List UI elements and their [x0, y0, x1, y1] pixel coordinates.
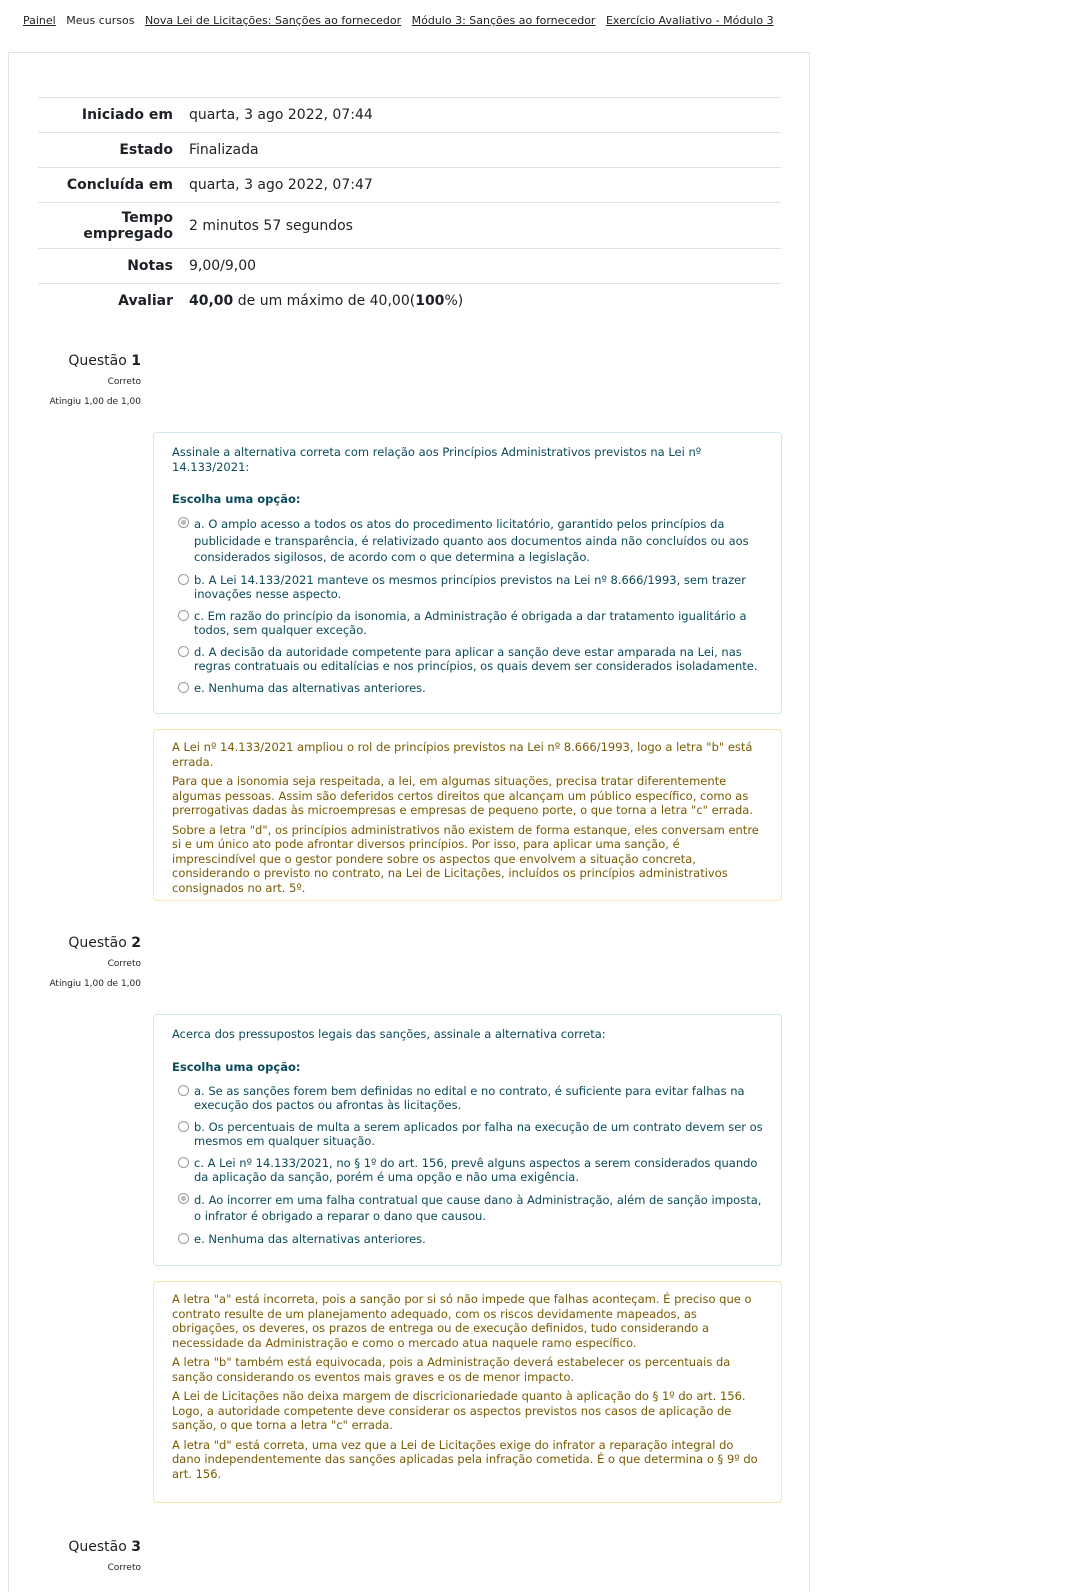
summary-label: Tempo empregado	[83, 209, 173, 242]
summary-value: quarta, 3 ago 2022, 07:47	[189, 177, 373, 193]
summary-label: Iniciado em	[81, 107, 173, 123]
summary-row-started	[38, 98, 781, 133]
question-label: Questão	[68, 935, 127, 951]
grade-score: 40,00	[189, 293, 234, 310]
radio-icon[interactable]	[178, 646, 189, 657]
option-label: e. Nenhuma das alternativas anteriores.	[194, 680, 426, 695]
answer-options	[172, 516, 763, 695]
radio-icon[interactable]	[178, 1157, 189, 1168]
feedback-paragraph: A letra "d" está correta, uma vez que a Lei de Licitações exige do infrator a reparação integral do dano independentemente das sanções aplicadas pela infração cometida. É o que determina o § 9º do art. 156.	[172, 1437, 758, 1481]
summary-value: Finalizada	[189, 142, 259, 158]
question-grade: Atingiu 1,00 de 1,00	[49, 979, 141, 989]
radio-icon[interactable]	[178, 1085, 189, 1096]
question-formulation	[153, 1014, 782, 1266]
option-label: d. Ao incorrer em uma falha contratual que cause dano à Administração, além de sanção imposta, o infrator é obrigado a reparar o dano que causou.	[194, 1192, 762, 1223]
question-number: 1	[131, 353, 141, 369]
option-label: e. Nenhuma das alternativas anteriores.	[194, 1231, 426, 1246]
option-label: c. A Lei nº 14.133/2021, no § 1º do art. 156, prevê alguns aspectos a serem considerados quando da aplicação da sanção, porém é uma opção e não uma exigência.	[194, 1155, 758, 1184]
question-info	[19, 1538, 141, 1574]
radio-icon[interactable]	[178, 682, 189, 693]
radio-checked-icon[interactable]	[178, 1193, 189, 1204]
feedback-paragraph: A letra "b" também está equivocada, pois a Administração deverá estabelecer os percentuais da sanção considerando os eventos mais graves e os de menor impacto.	[172, 1355, 731, 1384]
answer-option[interactable]	[172, 516, 763, 566]
summary-row-grade	[38, 284, 781, 319]
answer-option[interactable]	[172, 609, 763, 638]
radio-icon[interactable]	[178, 610, 189, 621]
breadcrumb-meus-cursos: Meus cursos	[66, 14, 135, 27]
grade-percent: 100	[415, 293, 445, 310]
answer-option[interactable]	[172, 1232, 763, 1247]
question-state: Correto	[107, 377, 141, 387]
summary-label: Concluída em	[66, 177, 173, 193]
answer-options	[172, 1084, 763, 1247]
summary-label: Avaliar	[118, 293, 173, 310]
grade-mid: de um máximo de 40,00(	[233, 293, 416, 310]
question-state: Correto	[107, 1563, 141, 1573]
question-number: 2	[131, 935, 141, 951]
summary-value: 2 minutos 57 segundos	[189, 217, 353, 234]
question-grade: Atingiu 1,00 de 1,00	[49, 397, 141, 407]
feedback-paragraph: A Lei de Licitações não deixa margem de discricionariedade quanto à aplicação do § 1º do art. 156. Logo, a autoridade competente deve considerar os aspectos previstos nos casos de aplicação de sanção, o que torna a letra "c" errada.	[172, 1389, 746, 1432]
feedback-paragraph: A Lei nº 14.133/2021 ampliou o rol de princípios previstos na Lei nº 8.666/1993, logo a letra "b" está errada.	[172, 740, 753, 769]
answer-option[interactable]	[172, 1192, 763, 1225]
answer-option[interactable]	[172, 1120, 763, 1149]
radio-icon[interactable]	[178, 1233, 189, 1244]
question-formulation	[153, 432, 782, 714]
feedback-paragraph: Para que a isonomia seja respeitada, a lei, em algumas situações, precisa tratar diferentemente algumas pessoas. Assim são deferidos certos direitos que alcançam um público específico, como as prerrogativas dadas às microempresas e empresas de pequeno porte, o que torna a letra "c" errada.	[172, 774, 753, 817]
question-label: Questão	[68, 1539, 127, 1555]
question-label: Questão	[68, 353, 127, 369]
breadcrumb-quiz[interactable]: Exercício Avaliativo - Módulo 3	[605, 14, 774, 27]
question-feedback	[153, 729, 782, 901]
summary-row-marks	[38, 249, 781, 284]
question-feedback	[153, 1281, 782, 1503]
summary-value	[181, 284, 781, 319]
question-state: Correto	[107, 959, 141, 969]
question-info	[19, 934, 141, 990]
summary-value: quarta, 3 ago 2022, 07:44	[189, 107, 373, 123]
summary-row-state	[38, 133, 781, 168]
summary-row-time	[38, 203, 781, 249]
choose-option-prompt: Escolha uma opção:	[172, 492, 301, 506]
question-text: Acerca dos pressupostos legais das sanções, assinale a alternativa correta:	[172, 1027, 606, 1041]
breadcrumb	[23, 14, 781, 27]
choose-option-prompt: Escolha uma opção:	[172, 1059, 301, 1074]
summary-label: Estado	[119, 142, 173, 158]
breadcrumb-course[interactable]: Nova Lei de Licitações: Sanções ao fornecedor	[144, 14, 402, 27]
answer-option[interactable]	[172, 1084, 763, 1113]
feedback-paragraph: Sobre a letra "d", os princípios administrativos não existem de forma estanque, eles conversam entre si e um único ato pode afrontar diversos princípios. Por isso, para aplicar uma sanção, é imprescindível que o gestor pondere sobre os aspectos que envolvem a situação concreta, considerando o previsto no contrato, na Lei de Licitações, incluídos os princípios administrativos consignados no art. 5º.	[172, 822, 759, 895]
radio-icon[interactable]	[178, 1121, 189, 1132]
attempt-summary-table	[38, 97, 781, 319]
answer-option[interactable]	[172, 1156, 763, 1185]
option-label: a. O amplo acesso a todos os atos do procedimento licitatório, garantido pelos princípios da publicidade e transparência, é relativizado quanto aos documentos ainda não concluídos ou aos considerados sigilosos, de acordo com o que determina a legislação.	[194, 517, 749, 564]
question-number: 3	[131, 1539, 141, 1555]
grade-end: %)	[444, 293, 464, 310]
feedback-paragraph: A letra "a" está incorreta, pois a sanção por si só não impede que falhas aconteçam. É preciso que o contrato resulte de um planejamento adequado, com os riscos devidamente mapeados, as obrigações, os deveres, os prazos de entrega ou de execução definidos, tudo considerando a necessidade da Administração e como o mercado atua naquele ramo específico.	[172, 1292, 752, 1350]
question-info	[19, 352, 141, 408]
option-label: d. A decisão da autoridade competente para aplicar a sanção deve estar amparada na Lei, nas regras contratuais ou editalícias e nos princípios, os quais devem ser considerados isoladamente.	[194, 644, 758, 673]
option-label: b. Os percentuais de multa a serem aplicados por falha na execução de um contrato devem ser os mesmos em qualquer situação.	[194, 1119, 763, 1148]
quiz-review-region	[8, 52, 810, 1592]
radio-icon[interactable]	[178, 574, 189, 585]
option-label: b. A Lei 14.133/2021 manteve os mesmos princípios previstos na Lei nº 8.666/1993, sem trazer inovações nesse aspecto.	[194, 572, 746, 601]
radio-checked-icon[interactable]	[178, 517, 189, 528]
answer-option[interactable]	[172, 645, 763, 674]
summary-label: Notas	[127, 258, 173, 274]
summary-value: 9,00/9,00	[189, 258, 257, 274]
question-text: Assinale a alternativa correta com relação aos Princípios Administrativos previstos na Lei nº 14.133/2021:	[172, 445, 702, 474]
answer-option[interactable]	[172, 681, 763, 696]
breadcrumb-module[interactable]: Módulo 3: Sanções ao fornecedor	[411, 14, 596, 27]
option-label: c. Em razão do princípio da isonomia, a Administração é obrigada a dar tratamento igualitário a todos, sem qualquer exceção.	[194, 608, 747, 637]
answer-option[interactable]	[172, 573, 763, 602]
option-label: a. Se as sanções forem bem definidas no edital e no contrato, é suficiente para evitar falhas na execução dos pactos ou afrontas às licitações.	[194, 1083, 745, 1112]
summary-row-completed	[38, 168, 781, 203]
breadcrumb-painel[interactable]: Painel	[23, 14, 56, 27]
